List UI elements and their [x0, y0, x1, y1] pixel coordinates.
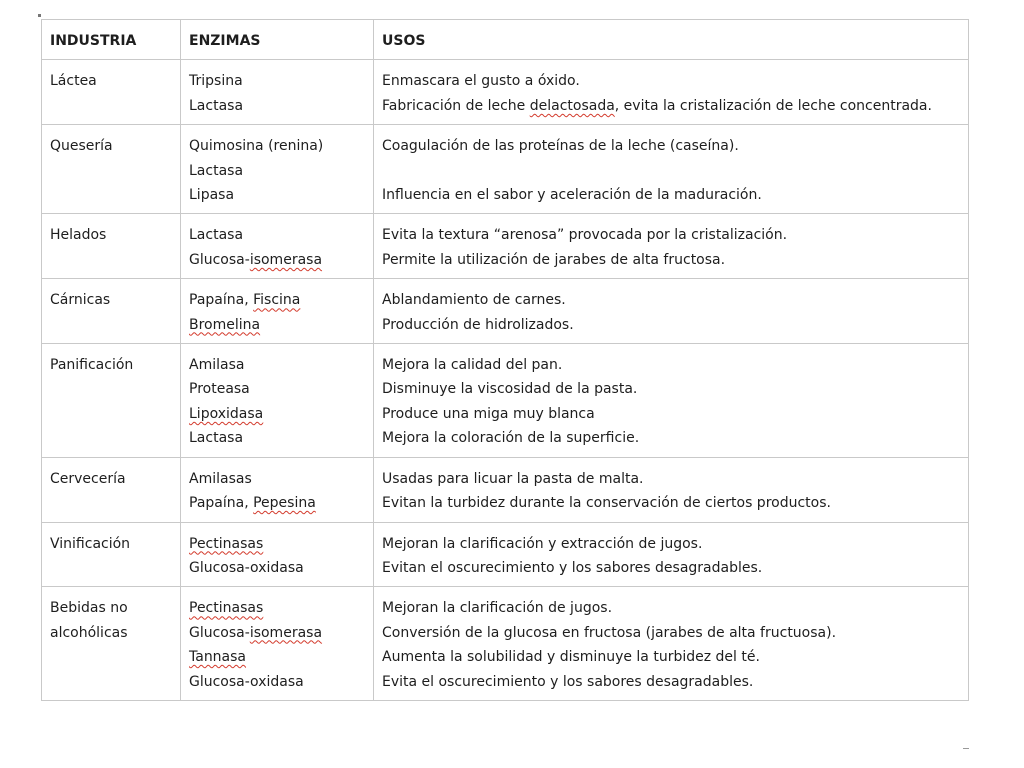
enzymes-line: [189, 596, 367, 620]
enzymes-line: Lipasa: [189, 187, 235, 204]
spellcheck-word: isomerasa: [249, 624, 323, 641]
enzymes-line: [189, 313, 367, 337]
enzymes-line: Papaína, Fiscina: [189, 292, 301, 309]
spellcheck-word: Pepesina: [253, 495, 316, 512]
table-row: [42, 457, 969, 522]
cell-enzymes: [181, 587, 374, 701]
corner-mark: [963, 748, 969, 749]
cell-uses: [374, 344, 969, 458]
table-row: [42, 344, 969, 458]
spellcheck-word: Lipoxidasa: [189, 405, 264, 422]
industry-line: Helados: [50, 227, 107, 244]
cell-uses: [374, 457, 969, 522]
enzymes-line: Tripsina: [189, 73, 243, 90]
enzymes-line: Lactasa: [189, 97, 244, 114]
table-row: [42, 279, 969, 344]
uses-line: Evitan el oscurecimiento y los sabores desagradables.: [382, 559, 763, 576]
table-row: [42, 125, 969, 214]
cell-industry: [42, 344, 181, 458]
uses-line: Aumenta la solubilidad y disminuye la turbidez del té.: [382, 649, 760, 666]
uses-line: Mejora la coloración de la superficie.: [382, 430, 640, 447]
industry-line: Quesería: [50, 138, 113, 155]
industry-line: Bebidas no: [50, 600, 128, 617]
enzymes-line: Glucosa-isomerasa: [189, 251, 323, 268]
enzymes-line: Glucosa-isomerasa: [189, 624, 323, 641]
cell-uses: [374, 522, 969, 587]
enzymes-line: Proteasa: [189, 381, 250, 398]
cell-enzymes: [181, 457, 374, 522]
cell-uses: [374, 279, 969, 344]
spellcheck-word: Bromelina: [189, 316, 261, 333]
industry-line: Vinificación: [50, 535, 131, 552]
spellcheck-word: Tannasa: [189, 649, 247, 666]
industry-line: Panificación: [50, 357, 134, 374]
cell-uses: [374, 60, 969, 125]
uses-line: Permite la utilización de jarabes de alta fructosa.: [382, 251, 726, 268]
table-row: [42, 214, 969, 279]
uses-line: Mejora la calidad del pan.: [382, 357, 563, 374]
uses-line: Usadas para licuar la pasta de malta.: [382, 470, 644, 487]
cell-enzymes: [181, 344, 374, 458]
cell-uses: [374, 587, 969, 701]
enzymes-line: Glucosa-oxidasa: [189, 559, 304, 576]
header-enzymes: ENZIMAS: [181, 20, 374, 60]
industry-line: Láctea: [50, 73, 97, 90]
industry-line: Cárnicas: [50, 292, 111, 309]
table-row: [42, 60, 969, 125]
enzymes-line: Lactasa: [189, 227, 244, 244]
enzymes-line: [189, 402, 367, 426]
cell-enzymes: [181, 279, 374, 344]
industry-line: alcohólicas: [50, 624, 128, 641]
cell-enzymes: [181, 522, 374, 587]
uses-line: Disminuye la viscosidad de la pasta.: [382, 381, 638, 398]
enzymes-table: [41, 19, 969, 701]
enzymes-line: Amilasa: [189, 357, 245, 374]
spellcheck-word: Fiscina: [253, 292, 301, 309]
cell-uses: [374, 125, 969, 214]
uses-line: Evita la textura “arenosa” provocada por la cristalización.: [382, 227, 788, 244]
document: [41, 19, 968, 701]
enzymes-line: Lactasa: [189, 162, 244, 179]
cell-industry: [42, 279, 181, 344]
uses-line: Evita el oscurecimiento y los sabores desagradables.: [382, 673, 754, 690]
header-industry: INDUSTRIA: [42, 20, 181, 60]
cell-industry: [42, 587, 181, 701]
spellcheck-word: Pectinasas: [189, 600, 264, 617]
enzymes-line: [189, 532, 367, 556]
uses-line: Influencia en el sabor y aceleración de la maduración.: [382, 187, 762, 204]
uses-line: Evitan la turbidez durante la conservación de ciertos productos.: [382, 495, 831, 512]
corner-mark: [38, 14, 41, 17]
blank-line: [382, 159, 962, 183]
cell-industry: [42, 125, 181, 214]
uses-line: Fabricación de leche delactosada, evita la cristalización de leche concentrada.: [382, 97, 932, 114]
enzymes-line: Quimosina (renina): [189, 138, 324, 155]
uses-line: Ablandamiento de carnes.: [382, 292, 566, 309]
uses-line: Coagulación de las proteínas de la leche (caseína).: [382, 138, 739, 155]
table-body: [42, 60, 969, 701]
uses-line: Producción de hidrolizados.: [382, 316, 574, 333]
spellcheck-word: Pectinasas: [189, 535, 264, 552]
cell-enzymes: [181, 125, 374, 214]
enzymes-line: Glucosa-oxidasa: [189, 673, 304, 690]
table-header-row: [42, 20, 969, 60]
cell-industry: [42, 60, 181, 125]
spellcheck-word: delactosada: [529, 97, 615, 114]
industry-line: Cervecería: [50, 470, 126, 487]
enzymes-line: [189, 645, 367, 669]
cell-enzymes: [181, 214, 374, 279]
cell-industry: [42, 214, 181, 279]
uses-line: Enmascara el gusto a óxido.: [382, 73, 580, 90]
table-row: [42, 587, 969, 701]
cell-uses: [374, 214, 969, 279]
uses-line: Mejoran la clarificación de jugos.: [382, 600, 613, 617]
header-uses: USOS: [374, 20, 969, 60]
spellcheck-word: isomerasa: [249, 251, 323, 268]
uses-line: Produce una miga muy blanca: [382, 405, 595, 422]
uses-line: Mejoran la clarificación y extracción de jugos.: [382, 535, 703, 552]
enzymes-line: Lactasa: [189, 430, 244, 447]
cell-industry: [42, 522, 181, 587]
enzymes-line: Amilasas: [189, 470, 252, 487]
uses-line: Conversión de la glucosa en fructosa (jarabes de alta fructuosa).: [382, 624, 837, 641]
enzymes-line: Papaína, Pepesina: [189, 495, 316, 512]
cell-industry: [42, 457, 181, 522]
table-row: [42, 522, 969, 587]
cell-enzymes: [181, 60, 374, 125]
